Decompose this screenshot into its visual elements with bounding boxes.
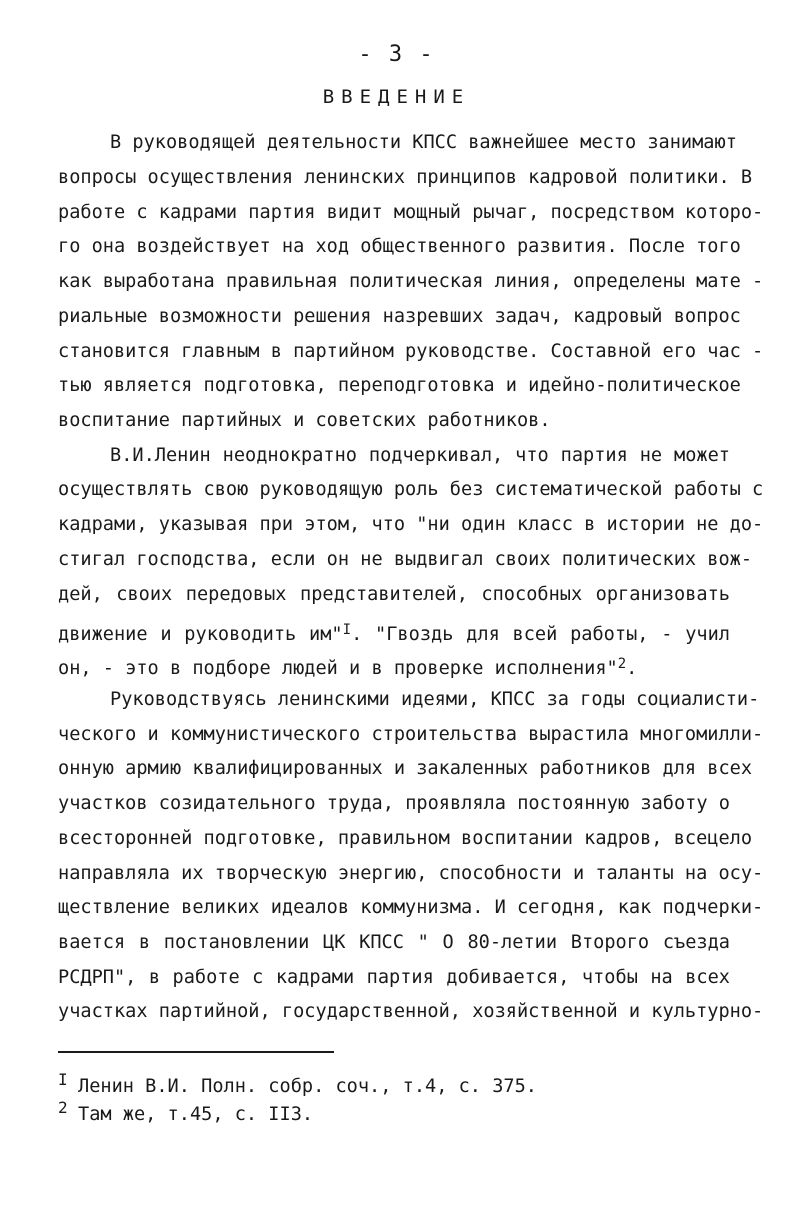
- text-line: участках партийной, государственной, хозяйственной и культурно-: [58, 1001, 764, 1022]
- text-line: го она воздействует на ход общественного развития. После того: [58, 236, 741, 257]
- footnote-mark: 2: [58, 1098, 68, 1117]
- text-line: работе с кадрами партия видит мощный рычаг, посредством которо-: [58, 202, 764, 223]
- text-line: В.И.Ленин неоднократно подчеркивал, что партия не может: [110, 445, 730, 466]
- page-number: - 3 -: [358, 42, 435, 67]
- footnote-1: [58, 1066, 537, 1097]
- text-line: становится главным в партийном руководстве. Составной его час -: [58, 341, 764, 362]
- text-segment: .: [626, 658, 638, 679]
- footnote-text: Там же, т.45, с. II3.: [78, 1104, 314, 1125]
- text-line: воспитание партийных и советских работников.: [58, 410, 551, 431]
- text-line: онную армию квалифицированных и закаленных работников для всех: [58, 758, 753, 779]
- text-line: РСДРП", в работе с кадрами партия добивается, чтобы на всех: [58, 967, 730, 988]
- text-line-with-ref: [58, 647, 730, 681]
- text-line: Руководствуясь ленинскими идеями, КПСС за годы социалисти-: [110, 689, 760, 710]
- footnote-ref-1: I: [342, 622, 352, 638]
- footnote-ref-2: 2: [617, 656, 627, 672]
- text-line: как выработана правильная политическая линия, определены мате -: [58, 271, 764, 292]
- footnote-2: [58, 1094, 314, 1125]
- text-line: дей, своих передовых представителей, способных организовать: [58, 584, 730, 605]
- footnote-divider: [58, 1051, 334, 1053]
- text-line: ществление великих идеалов коммунизма. И сегодня, как подчерки-: [58, 897, 764, 918]
- text-line: всесторонней подготовке, правильном воспитании кадров, всецело: [58, 828, 753, 849]
- text-line: направляла их творческую энергию, способности и таланты на осу-: [58, 863, 764, 884]
- text-line: риальные возможности решения назревших задач, кадровый вопрос: [58, 306, 741, 327]
- text-line: участков созидательного труда, проявляла постоянную заботу о: [58, 793, 730, 814]
- page-title: ВВЕДЕНИЕ: [322, 86, 471, 108]
- text-line: тью является подготовка, переподготовка и идейно-политическое: [58, 375, 741, 396]
- text-line: вается в постановлении ЦК КПСС " О 80-летии Второго съезда: [58, 932, 730, 953]
- text-line: стигал господства, если он не выдвигал своих политических вож-: [58, 549, 753, 570]
- footnote-text: Ленин В.И. Полн. собр. соч., т.4, с. 375.: [78, 1076, 537, 1097]
- text-line: В руководящей деятельности КПСС важнейшее место занимают: [110, 132, 737, 153]
- text-segment: движение и руководить им": [58, 624, 343, 645]
- text-line-with-ref: [58, 613, 730, 647]
- text-line: вопросы осуществления ленинских принципов кадровой политики. В: [58, 167, 753, 188]
- text-line: кадрами, указывая при этом, что "ни один класс в истории не до-: [58, 514, 764, 535]
- footnote-mark: I: [58, 1070, 68, 1089]
- text-segment: он, - это в подборе людей и в проверке исполнения": [58, 658, 618, 679]
- text-line: ческого и коммунистического строительства вырастила многомилли-: [58, 724, 764, 745]
- text-segment: . "Гвоздь для всей работы, - учил: [351, 624, 730, 645]
- text-line: осуществлять свою руководящую роль без систематической работы с: [58, 479, 764, 500]
